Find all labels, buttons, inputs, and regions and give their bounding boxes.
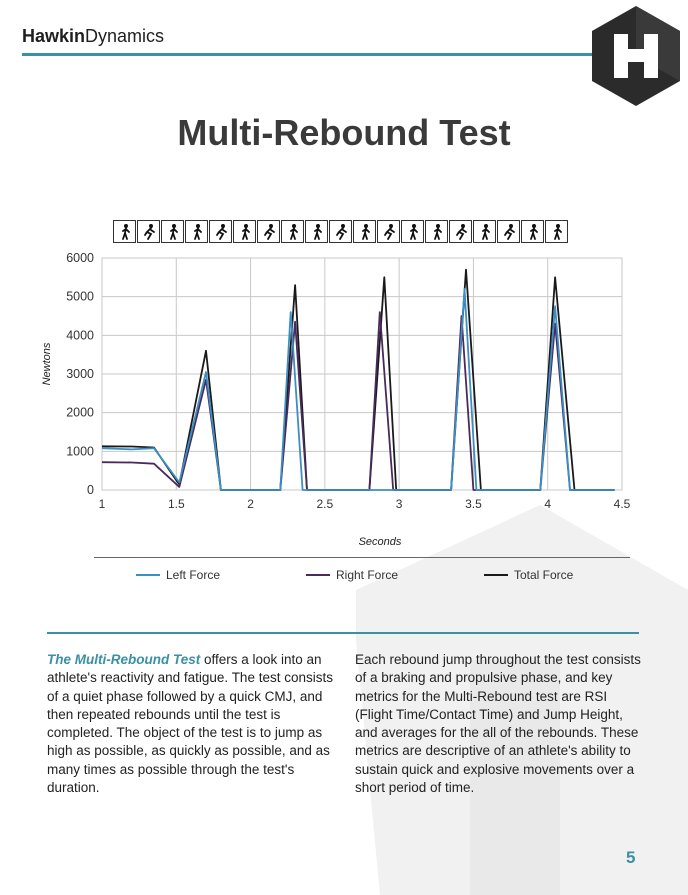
legend-total-force-label: Total Force: [514, 568, 574, 582]
y-tick-label: 3000: [66, 367, 94, 381]
x-tick-label: 1.5: [167, 497, 185, 511]
legend-right-force-swatch: [306, 574, 330, 576]
test-name-highlight: The Multi-Rebound Test: [47, 652, 201, 667]
x-tick-label: 4.5: [613, 497, 631, 511]
legend-rule: [94, 557, 630, 558]
legend-total-force: [484, 568, 573, 582]
x-tick-label: 3.5: [465, 497, 482, 511]
page-number: 5: [626, 848, 636, 867]
y-tick-label: 6000: [66, 251, 94, 265]
brand-light: Dynamics: [85, 26, 165, 46]
legend-left-force-swatch: [136, 574, 160, 576]
body-left-text: offers a look into an athlete's reactivity and fatigue. The test consists of a quiet phase followed by a quick CMJ, and then repeated rebounds until the test is completed. The object of the test is to jump as high as possible, as quickly as possible, and as many times as possible through the test's duration.: [47, 652, 333, 796]
y-axis-label: Newtons: [41, 342, 53, 386]
y-tick-label: 0: [87, 483, 94, 497]
x-tick-label: 3: [395, 497, 403, 511]
y-tick-label: 5000: [66, 289, 94, 304]
x-axis-label: Seconds: [358, 536, 402, 548]
page-title: Multi-Rebound Test: [177, 112, 511, 153]
body-right-column: Each rebound jump throughout the test consists of a braking and propulsive phase, and key metrics for the Multi-Rebound test are RSI (Flight Time/Contact Time) and Jump Height, and averages for the all of the rebounds. These metrics are descriptive of an athlete's ability to sustain quick and explosive movements over a short period of time.: [355, 652, 641, 796]
legend-right-force: [306, 568, 398, 582]
x-tick-label: 2.5: [316, 497, 334, 511]
series-line-total-force: [102, 270, 615, 490]
y-tick-label: 2000: [66, 405, 94, 420]
y-tick-label: 1000: [66, 444, 94, 459]
series-line-right-force: [102, 312, 615, 490]
legend-left-force-label: Left Force: [166, 568, 221, 582]
y-tick-label: 4000: [66, 328, 94, 343]
x-tick-label: 1: [98, 497, 106, 511]
x-tick-label: 4: [544, 497, 552, 511]
series-line-left-force: [102, 289, 615, 490]
legend-left-force: [136, 568, 220, 582]
x-tick-label: 2: [247, 497, 254, 511]
section-rule: [47, 632, 639, 634]
brand-bold: Hawkin: [22, 26, 86, 46]
legend-total-force-swatch: [484, 574, 508, 576]
legend-right-force-label: Right Force: [336, 568, 399, 582]
body-left-column: [47, 651, 342, 797]
